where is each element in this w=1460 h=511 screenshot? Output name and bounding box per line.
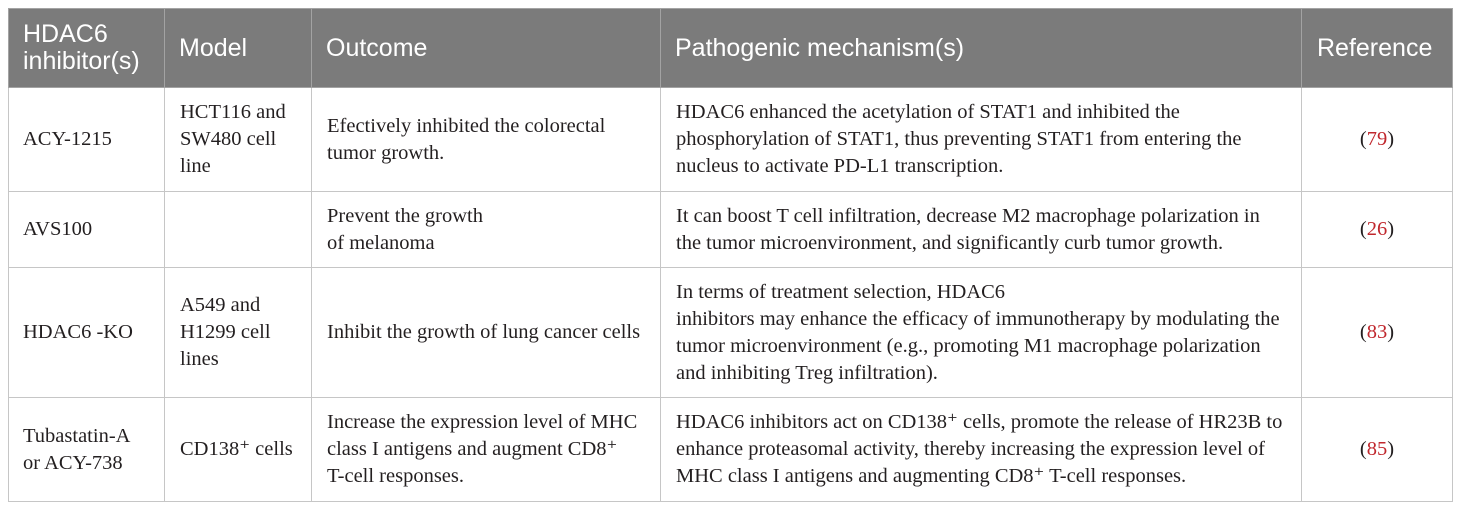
table-row — [9, 192, 1453, 268]
table-row — [9, 398, 1453, 502]
reference-link[interactable]: 85 — [1366, 438, 1388, 460]
cell-mechanism: In terms of treatment selection, HDAC6 inhibitors may enhance the efficacy of immunotherapy by modulating the tumor microenvironment (e.g., promoting M1 macrophage polarization and inhibiting Treg infiltration). — [661, 268, 1302, 398]
table-header — [9, 9, 1453, 88]
header-inhibitor: HDAC6 inhibitor(s) — [9, 9, 165, 88]
reference-open-paren: ( — [1359, 438, 1367, 460]
cell-outcome: Efectively inhibited the colorectal tumor growth. — [312, 88, 661, 192]
cell-model: A549 and H1299 cell lines — [165, 268, 312, 398]
cell-reference — [1302, 88, 1453, 192]
table-row — [9, 88, 1453, 192]
header-row — [9, 9, 1453, 88]
reference-link[interactable]: 83 — [1366, 321, 1388, 343]
header-outcome: Outcome — [312, 9, 661, 88]
hdac6-inhibitor-table — [8, 8, 1453, 502]
cell-reference — [1302, 398, 1453, 502]
header-reference: Reference — [1302, 9, 1453, 88]
cell-model — [165, 192, 312, 268]
reference-close-paren: ) — [1387, 218, 1395, 240]
reference-close-paren: ) — [1387, 128, 1395, 150]
reference-link[interactable]: 26 — [1366, 218, 1388, 240]
reference-open-paren: ( — [1359, 218, 1367, 240]
reference-open-paren: ( — [1359, 321, 1367, 343]
reference-link[interactable]: 79 — [1366, 128, 1388, 150]
cell-outcome: Prevent the growth of melanoma — [312, 192, 661, 268]
cell-reference — [1302, 192, 1453, 268]
cell-mechanism: HDAC6 enhanced the acetylation of STAT1 and inhibited the phosphorylation of STAT1, thus preventing STAT1 from entering the nucleus to activate PD-L1 transcription. — [661, 88, 1302, 192]
cell-inhibitor: HDAC6 -KO — [9, 268, 165, 398]
cell-model: HCT116 and SW480 cell line — [165, 88, 312, 192]
cell-outcome: Inhibit the growth of lung cancer cells — [312, 268, 661, 398]
table-row — [9, 268, 1453, 398]
reference-close-paren: ) — [1387, 438, 1395, 460]
reference-close-paren: ) — [1387, 321, 1395, 343]
reference-open-paren: ( — [1359, 128, 1367, 150]
header-mechanism: Pathogenic mechanism(s) — [661, 9, 1302, 88]
cell-outcome: Increase the expression level of MHC class I antigens and augment CD8⁺ T-cell responses. — [312, 398, 661, 502]
cell-inhibitor: Tubastatin-A or ACY-738 — [9, 398, 165, 502]
cell-inhibitor: AVS100 — [9, 192, 165, 268]
table-body — [9, 88, 1453, 502]
cell-mechanism: HDAC6 inhibitors act on CD138⁺ cells, promote the release of HR23B to enhance proteasomal activity, thereby increasing the expression level of MHC class I antigens and augmenting CD8⁺ T-cell responses. — [661, 398, 1302, 502]
cell-model: CD138⁺ cells — [165, 398, 312, 502]
cell-inhibitor: ACY-1215 — [9, 88, 165, 192]
header-model: Model — [165, 9, 312, 88]
cell-reference — [1302, 268, 1453, 398]
cell-mechanism: It can boost T cell infiltration, decrease M2 macrophage polarization in the tumor microenvironment, and significantly curb tumor growth. — [661, 192, 1302, 268]
